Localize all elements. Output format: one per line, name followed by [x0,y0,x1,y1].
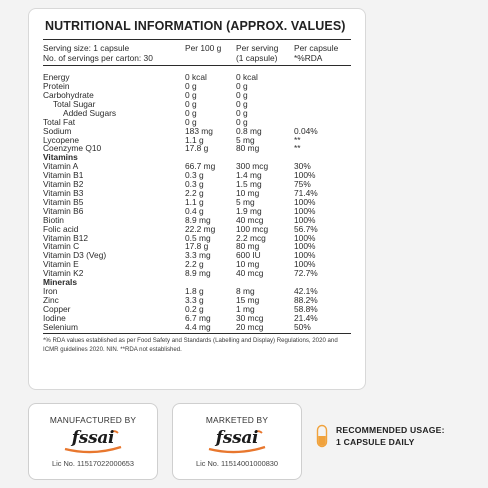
nutrient-name: Copper [43,303,71,314]
value-rda [294,100,351,109]
value-per-100g: 0 g [185,116,197,127]
nutrient-rows [43,66,351,332]
value-per-100g: 1.8 g [185,285,204,296]
marketer-license: Lic No. 11514001000830 [195,459,279,468]
value-per-100g: 183 mg [185,125,213,136]
col-header-rda: *%RDA [294,54,351,66]
value-per-100g: 3.3 g [185,294,204,305]
nutrient-name: Total Sugar [53,98,96,109]
value-per-serving: 10 mg [236,259,260,270]
value-per-serving: 1.5 mg [236,179,262,190]
value-per-100g: 0.3 g [185,179,204,190]
marketer-card [172,403,302,480]
col-header-per-100g: Per 100 g [185,43,222,53]
usage-line-2: 1 CAPSULE DAILY [336,437,415,447]
col-header-per-serving: Per serving [236,43,279,53]
value-rda: 72.7% [294,268,318,279]
value-per-100g: 2.2 g [185,259,204,270]
value-per-serving: 100 mcg [236,223,269,234]
nutrient-name: Vitamin B2 [43,179,84,190]
value-rda: 100% [294,205,316,216]
value-rda: 75% [294,179,311,190]
value-rda: 100% [294,196,316,207]
value-rda: 100% [294,259,316,270]
value-per-serving: 40 mcg [236,268,264,279]
value-per-serving: 5 mg [236,134,255,145]
value-rda: 71.4% [294,187,318,198]
value-per-serving: 0 kcal [236,72,258,83]
nutrient-name: Vitamin B6 [43,205,84,216]
nutrient-name: Biotin [43,214,64,225]
value-per-100g: 0 g [185,107,197,118]
value-rda: 21.4% [294,312,318,323]
value-rda: 100% [294,170,316,181]
nutrient-name: Carbohydrate [43,90,94,100]
table-row [43,66,351,82]
nutrition-table [43,44,351,331]
value-per-serving: 0.8 mg [236,125,262,136]
nutrient-name: Vitamin B5 [43,196,84,207]
value-per-100g: 3.3 mg [185,250,211,261]
value-per-serving: 2.2 mcg [236,232,266,243]
value-rda: 100% [294,250,316,261]
value-per-serving: 30 mcg [236,312,264,323]
usage-line-1: RECOMMENDED USAGE: [336,425,445,435]
rda-footnote: *% RDA values established as per Food Safety and Standards (Labelling and Display) Regulations, 2020 and ICMR guidelines 2020. NIN. **RDA not established. [43,337,338,353]
value-per-100g: 66.7 mg [185,161,216,172]
title-divider [43,39,351,40]
value-rda: 100% [294,214,316,225]
value-rda [294,82,351,91]
value-rda: ** [294,143,301,154]
value-per-100g: 0 g [185,81,197,92]
manufacturer-label: MANUFACTURED BY [49,415,137,425]
nutrient-name: Vitamin D3 (Veg) [43,250,107,261]
value-per-100g: 8.9 mg [185,214,211,225]
value-per-serving: 600 IU [236,250,261,261]
value-per-100g: 1.1 g [185,196,204,207]
nutrient-name: Vitamin E [43,259,79,270]
value-per-serving: 40 mcg [236,214,264,225]
value-per-100g: 6.7 mg [185,312,211,323]
value-per-serving: 0 g [236,90,248,100]
value-per-100g: 0.3 g [185,170,204,181]
value-per-serving: 5 mg [236,196,255,207]
value-rda: 100% [294,232,316,243]
value-per-serving: 80 mg [236,143,260,154]
value-per-100g: 0 g [185,98,197,109]
nutrient-name: Iodine [43,312,66,323]
value-rda [294,109,351,118]
value-per-100g: 0.2 g [185,303,204,314]
table-row [43,323,351,332]
nutrient-name: Protein [43,81,70,92]
value-rda: 100% [294,241,316,252]
fssai-logo-text: fssai [71,428,115,448]
nutrient-name: Vitamin A [43,161,79,172]
value-per-100g: 0.4 g [185,205,204,216]
nutrient-name: Lycopene [43,134,80,145]
col-header-per-serving-sub: (1 capsule) [236,54,294,66]
nutrient-name: Selenium [43,321,78,332]
manufacturer-license: Lic No. 11517022000653 [51,459,135,468]
nutrient-name: Sodium [43,125,72,136]
marketer-label: MARKETED BY [205,415,269,425]
nutrient-name: Energy [43,72,70,83]
nutrient-name: Coenzyme Q10 [43,143,102,154]
nutrient-name: Iron [43,285,58,296]
value-rda: 30% [294,161,311,172]
value-rda: ** [294,134,301,145]
value-rda: 50% [294,321,311,332]
value-per-100g: 17.8 g [185,143,209,154]
value-per-serving: 8 mg [236,285,255,296]
fssai-logo [205,429,269,455]
table-row [43,109,351,118]
value-per-serving: 20 mcg [236,321,264,332]
nutrient-name: Vitamin C [43,241,80,252]
col-header-per-capsule: Per capsule [294,43,339,53]
nutrient-name: Vitamin B3 [43,187,84,198]
fssai-logo-text: fssai [215,428,259,448]
usage-text [336,424,445,448]
value-rda: 0.04% [294,125,318,136]
table-header-row-2 [43,54,351,66]
value-per-serving: 1.9 mg [236,205,262,216]
value-per-serving: 0 g [236,81,248,92]
value-per-100g: 0 kcal [185,72,207,83]
serving-size: Serving size: 1 capsule [43,43,130,53]
value-per-100g: 1.1 g [185,134,204,145]
nutrient-name: Total Fat [43,116,76,127]
value-per-serving: 80 mg [236,241,260,252]
nutrition-panel [28,8,366,390]
value-per-serving: 1.4 mg [236,170,262,181]
value-per-100g: 0 g [185,90,197,100]
value-per-100g: 4.4 mg [185,321,211,332]
table-row [43,144,351,153]
value-rda [294,91,351,100]
value-per-serving: 300 mcg [236,161,269,172]
value-rda: 42.1% [294,285,318,296]
nutrient-name: Vitamin K2 [43,268,84,279]
servings-per-carton: No. of servings per carton: 30 [43,54,185,66]
value-per-serving: 1 mg [236,303,255,314]
nutrient-name: Added Sugars [63,107,117,118]
value-rda: 88.2% [294,294,318,305]
section-label: Minerals [43,277,77,288]
value-per-serving: 0 g [236,116,248,127]
nutrient-name: Vitamin B12 [43,232,89,243]
value-per-serving: 15 mg [236,294,260,305]
value-per-100g: 2.2 g [185,187,204,198]
value-per-100g: 8.9 mg [185,268,211,279]
table-row [43,269,351,278]
nutrient-name: Folic acid [43,223,79,234]
section-label: Vitamins [43,152,78,163]
value-per-100g: 22.2 mg [185,223,216,234]
value-per-serving: 0 g [236,107,248,118]
nutrient-name: Zinc [43,294,59,305]
nutrient-name: Vitamin B1 [43,170,84,181]
value-per-serving: 0 g [236,98,248,109]
fssai-logo [61,429,125,455]
footnote-divider [43,333,351,334]
value-per-serving: 10 mg [236,187,260,198]
capsule-icon [316,424,328,448]
value-per-100g: 0.5 mg [185,232,211,243]
nutrition-title: NUTRITIONAL INFORMATION (APPROX. VALUES) [45,19,346,33]
value-rda: 58.8% [294,303,318,314]
value-per-100g: 17.8 g [185,241,209,252]
manufacturer-card [28,403,158,480]
value-rda [294,66,351,82]
value-rda: 56.7% [294,223,318,234]
